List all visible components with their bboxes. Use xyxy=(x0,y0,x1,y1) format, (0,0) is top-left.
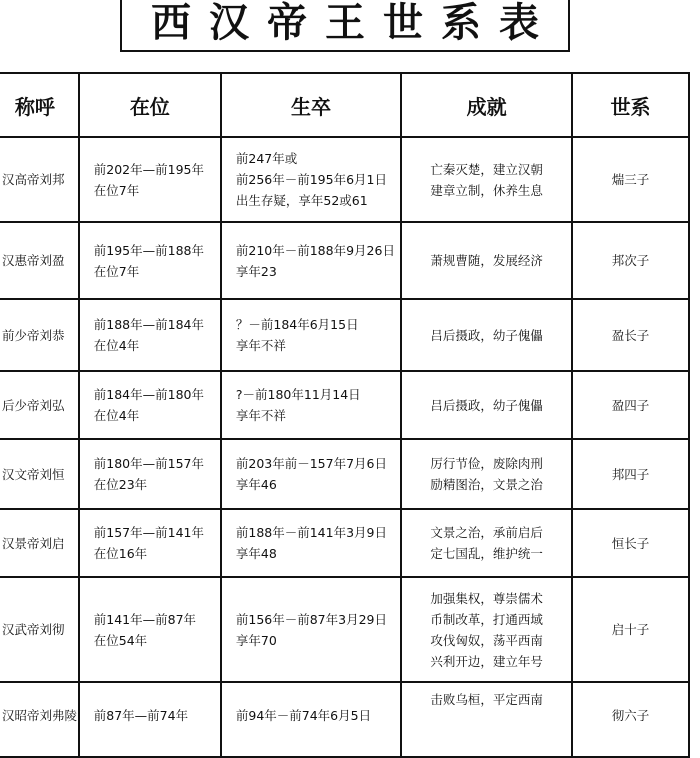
emperor-name: 汉武帝刘彻 xyxy=(0,577,79,682)
life-line: 前94年－前74年6月5日 xyxy=(235,708,372,723)
life-cell xyxy=(221,137,401,222)
header-row xyxy=(0,73,689,137)
achievements-cell xyxy=(401,299,572,371)
page-title: 西汉帝王世系表 xyxy=(151,0,557,46)
life-cell xyxy=(221,299,401,371)
achievement-line: 萧规曹随，发展经济 xyxy=(430,253,543,268)
lineage-cell: 盈长子 xyxy=(572,299,689,371)
table-header xyxy=(0,73,689,137)
achievement-line: 文景之治，承前启后 xyxy=(430,525,543,540)
emperor-name: 汉景帝刘启 xyxy=(0,509,79,577)
table-row xyxy=(0,577,689,682)
emperor-name: 汉昭帝刘弗陵 xyxy=(0,682,79,757)
achievement-line: 亡秦灭楚，建立汉朝 xyxy=(430,161,543,177)
reign-line: 前188年—前184年 xyxy=(93,317,204,332)
achievements-cell xyxy=(401,682,572,757)
table-row xyxy=(0,509,689,577)
table-row xyxy=(0,682,689,757)
table-row xyxy=(0,439,689,509)
achievement-line: 攻伐匈奴，荡平西南 xyxy=(430,632,543,648)
reign-line: 前202年—前195年 xyxy=(93,161,204,177)
header-reign: 在位 xyxy=(79,73,221,137)
life-line: 前247年或 xyxy=(235,151,298,166)
reign-line: 在位7年 xyxy=(93,182,140,198)
life-line: 出生存疑，享年52或61 xyxy=(235,193,368,208)
achievements-cell xyxy=(401,222,572,299)
reign-line: 在位54年 xyxy=(93,632,148,648)
achievement-line: 厉行节俭，废除肉刑 xyxy=(430,456,543,471)
table-row xyxy=(0,222,689,299)
life-line: 前203年前－157年7月6日 xyxy=(235,456,387,471)
achievement-line: 吕后摄政，幼子傀儡 xyxy=(430,327,543,343)
life-line: 前256年－前195年6月1日 xyxy=(235,172,387,187)
lineage-cell: 恒长子 xyxy=(572,509,689,577)
reign-line: 在位4年 xyxy=(93,338,140,353)
achievement-line: 兴利开边，建立年号 xyxy=(430,653,543,669)
life-line: 享年46 xyxy=(235,477,277,492)
reign-cell xyxy=(79,299,221,371)
life-cell xyxy=(221,509,401,577)
header-name: 称呼 xyxy=(0,73,79,137)
reign-line: 在位7年 xyxy=(93,263,140,279)
lineage-cell: 启十子 xyxy=(572,577,689,682)
title-box xyxy=(120,0,570,52)
achievements-cell xyxy=(401,137,572,222)
emperor-name: 后少帝刘弘 xyxy=(0,371,79,439)
reign-line: 前184年—前180年 xyxy=(93,387,204,402)
life-cell xyxy=(221,439,401,509)
achievements-cell xyxy=(401,371,572,439)
emperor-name: 前少帝刘恭 xyxy=(0,299,79,371)
lineage-cell: 邦四子 xyxy=(572,439,689,509)
emperor-name: 汉高帝刘邦 xyxy=(0,137,79,222)
lineage-cell: 煓三子 xyxy=(572,137,689,222)
life-line: 享年70 xyxy=(235,632,277,648)
achievements-cell xyxy=(401,577,572,682)
life-line: ？－前184年6月15日 xyxy=(235,317,359,332)
achievement-line: 励精图治，文景之治 xyxy=(430,477,543,492)
achievement-line: 加强集权，尊崇儒术 xyxy=(430,590,543,606)
life-line: ?－前180年11月14日 xyxy=(235,387,361,402)
emperor-table xyxy=(0,72,690,758)
achievement-line: 吕后摄政，幼子傀儡 xyxy=(430,397,543,413)
header-life: 生卒 xyxy=(221,73,401,137)
table-row xyxy=(0,299,689,371)
life-cell xyxy=(221,222,401,299)
life-line: 享年不祥 xyxy=(235,338,286,353)
lineage-cell: 彻六子 xyxy=(572,682,689,757)
reign-cell xyxy=(79,222,221,299)
reign-cell xyxy=(79,371,221,439)
reign-cell xyxy=(79,577,221,682)
reign-line: 前195年—前188年 xyxy=(93,242,204,258)
life-line: 享年48 xyxy=(235,546,277,561)
reign-line: 前141年—前87年 xyxy=(93,611,197,627)
life-line: 享年23 xyxy=(235,263,277,279)
lineage-cell: 邦次子 xyxy=(572,222,689,299)
achievements-cell xyxy=(401,509,572,577)
reign-cell xyxy=(79,439,221,509)
lineage-cell: 盈四子 xyxy=(572,371,689,439)
life-line: 前188年－前141年3月9日 xyxy=(235,525,387,540)
reign-line: 前180年—前157年 xyxy=(93,456,204,471)
header-lineage: 世系 xyxy=(572,73,689,137)
emperor-name: 汉惠帝刘盈 xyxy=(0,222,79,299)
life-cell xyxy=(221,371,401,439)
life-cell xyxy=(221,577,401,682)
achievements-cell xyxy=(401,439,572,509)
achievement-line: 定七国乱，维护统一 xyxy=(430,546,543,561)
reign-line: 前87年—前74年 xyxy=(93,708,189,723)
achievement-line: 币制改革，打通西域 xyxy=(430,611,543,627)
life-cell xyxy=(221,682,401,757)
table-row xyxy=(0,371,689,439)
achievement-line: 击败乌桓，平定西南 xyxy=(430,692,543,707)
reign-cell xyxy=(79,682,221,757)
table-row xyxy=(0,137,689,222)
header-achievements: 成就 xyxy=(401,73,572,137)
emperor-name: 汉文帝刘恒 xyxy=(0,439,79,509)
life-line: 享年不祥 xyxy=(235,408,286,423)
reign-cell xyxy=(79,509,221,577)
life-line: 前156年－前87年3月29日 xyxy=(235,611,387,627)
life-line: 前210年－前188年9月26日 xyxy=(235,242,395,258)
reign-line: 在位16年 xyxy=(93,546,148,561)
reign-line: 前157年—前141年 xyxy=(93,525,204,540)
reign-line: 在位23年 xyxy=(93,477,148,492)
achievement-line: 建章立制，休养生息 xyxy=(430,182,543,198)
reign-line: 在位4年 xyxy=(93,408,140,423)
reign-cell xyxy=(79,137,221,222)
